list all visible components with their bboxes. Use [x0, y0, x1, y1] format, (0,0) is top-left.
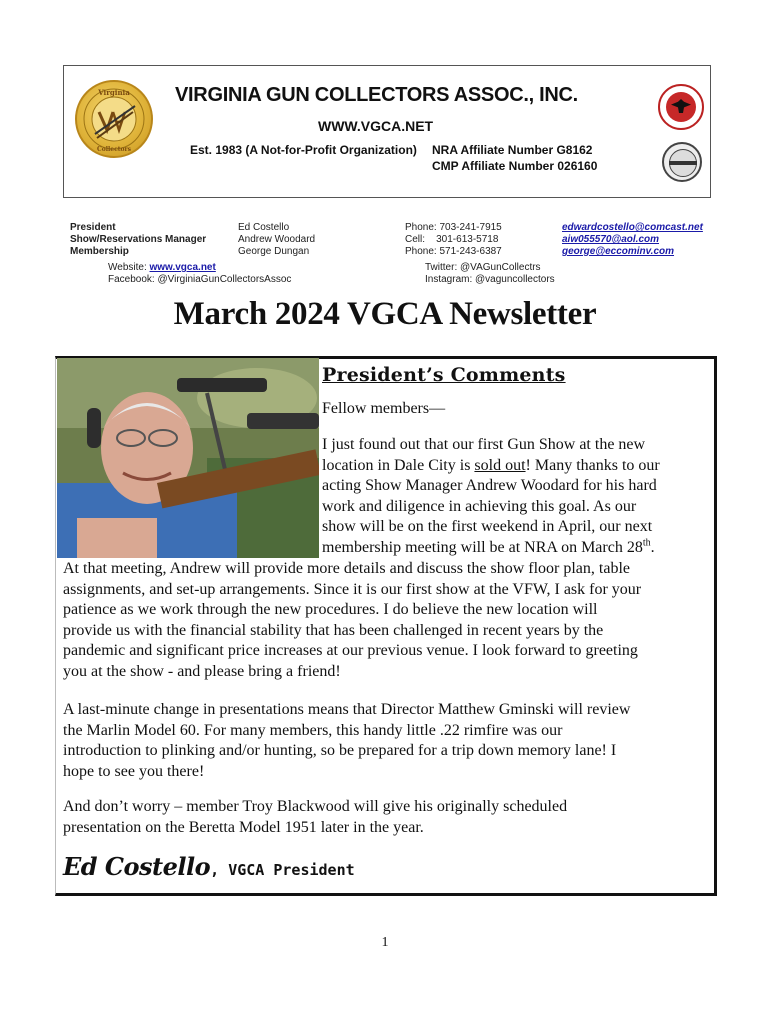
twitter-handle: Twitter: @VAGunCollectrs: [425, 262, 541, 273]
email-link-show-manager[interactable]: aiw055570@aol.com: [562, 234, 660, 245]
officer-role-membership: Membership: [70, 246, 129, 257]
sold-out-text: sold out: [474, 456, 526, 474]
p2-line: A last-minute change in presentations means that Director Matthew Gminski will review: [63, 701, 631, 718]
org-website: WWW.VGCA.NET: [318, 118, 434, 134]
officer-phone-show-manager: Cell: 301-613-5718: [405, 234, 499, 245]
p3-line: presentation on the Beretta Model 1951 later in the year.: [63, 818, 424, 836]
officer-name-president: Ed Costello: [238, 222, 290, 233]
p1-line: work and diligence in achieving this goal. As our: [322, 497, 637, 515]
instagram-handle: Instagram: @vaguncollectors: [425, 274, 555, 285]
president-photo: [57, 358, 319, 558]
paragraph-1-continued: [63, 559, 713, 683]
p1-line: show will be on the first weekend in April, our next: [322, 518, 653, 536]
paragraph-2: [63, 700, 713, 782]
p1-cont-line: patience as we work through the new procedures. I do believe the new location will: [63, 601, 598, 619]
p1-line: location in Dale City is sold out! Many thanks to our: [322, 456, 660, 474]
signature: [63, 852, 355, 881]
p2-line: hope to see you there!: [63, 762, 205, 780]
signature-role: , VGCA President: [210, 861, 355, 879]
p2-line: the Marlin Model 60. For many members, this handy little .22 rimfire was our: [63, 721, 563, 739]
website-label: Website:: [108, 262, 150, 273]
p1-cont-line: At that meeting, Andrew will provide more details and discuss the show floor plan, table: [63, 560, 630, 577]
website-link[interactable]: www.vgca.net: [149, 262, 216, 273]
officer-name-membership: George Dungan: [238, 246, 310, 257]
page-number: 1: [381, 935, 389, 950]
p2-line: introduction to plinking and/or hunting, so be prepared for a trip down memory lane! I: [63, 742, 617, 760]
nra-affiliate-number: NRA Affiliate Number G8162: [432, 143, 593, 157]
salutation: Fellow members—: [322, 400, 446, 417]
org-title: VIRGINIA GUN COLLECTORS ASSOC., INC.: [175, 84, 578, 106]
p1-line: membership meeting will be at NRA on March 28th.: [322, 537, 655, 556]
section-heading: President’s Comments: [322, 364, 566, 386]
vgca-seal-logo: [75, 80, 153, 158]
cmp-logo: [662, 142, 702, 182]
email-link-membership[interactable]: george@eccominv.com: [562, 246, 675, 257]
newsletter-title: March 2024 VGCA Newsletter: [173, 296, 597, 332]
paragraph-1-top: [322, 435, 710, 559]
p1-cont-line: you at the show - and please bring a friend!: [63, 662, 341, 680]
p1-cont-line: assignments, and set-up arrangements. Since it is our first show at the VFW, I ask for your: [63, 580, 642, 598]
cmp-affiliate-number: CMP Affiliate Number 026160: [432, 159, 598, 173]
svg-text:Collectors: Collectors: [96, 146, 132, 153]
email-link-president[interactable]: edwardcostello@comcast.net: [562, 222, 703, 233]
paragraph-3: [63, 797, 713, 838]
signature-name: Ed Costello: [63, 852, 211, 881]
officer-role-president: President: [70, 222, 116, 233]
officer-role-show-manager: Show/Reservations Manager: [70, 234, 207, 245]
established-line: Est. 1983 (A Not-for-Profit Organization): [190, 143, 417, 157]
p3-line: And don’t worry – member Troy Blackwood will give his originally scheduled: [63, 798, 568, 815]
svg-text:Virginia: Virginia: [98, 88, 130, 97]
nra-logo: [658, 84, 704, 130]
p1-line: acting Show Manager Andrew Woodard for his hard: [322, 477, 657, 495]
p1-line: I just found out that our first Gun Show at the new: [322, 436, 646, 453]
p1-cont-line: provide us with the financial stability that has been challenged in recent years by the: [63, 621, 604, 639]
officer-name-show-manager: Andrew Woodard: [238, 234, 316, 245]
facebook-handle: Facebook: @VirginiaGunCollectorsAssoc: [108, 274, 292, 285]
p1-cont-line: pandemic and significant price increases at our previous venue. I look forward to greeting: [63, 642, 638, 660]
officer-phone-membership: Phone: 571-243-6387: [405, 246, 502, 257]
officer-phone-president: Phone: 703-241-7915: [405, 222, 502, 233]
website-line: [108, 262, 216, 274]
